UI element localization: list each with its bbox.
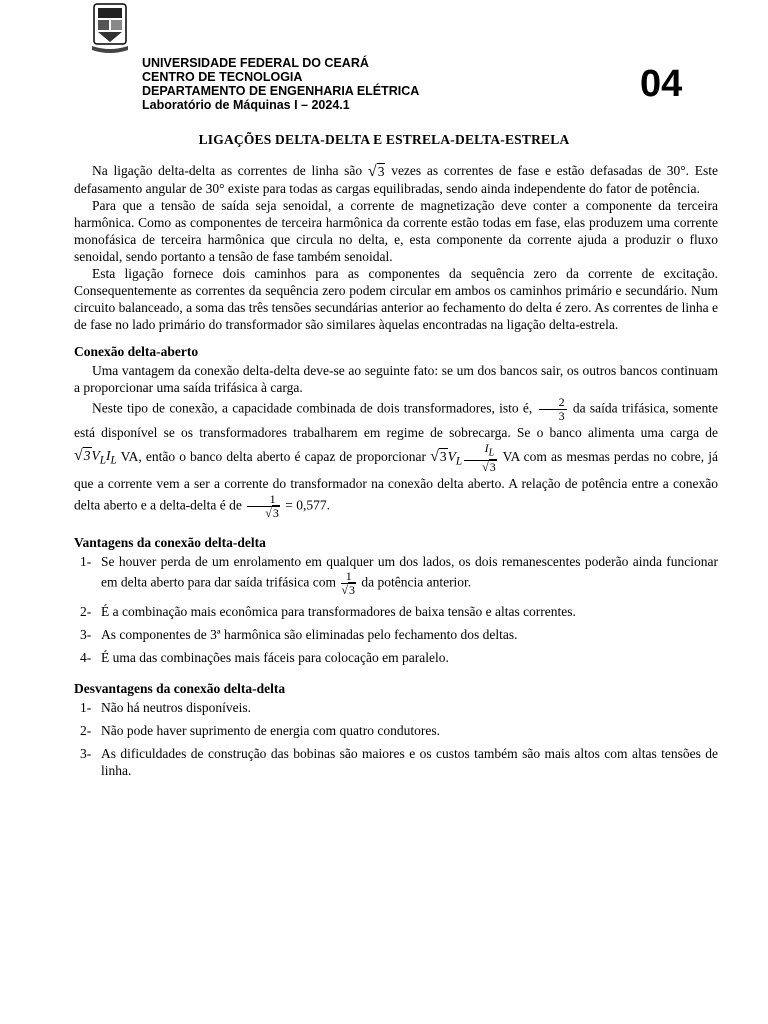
sqrt3-vl-il-math: $√3V_LI_L$ xyxy=(74,446,117,467)
open-delta-paragraph-1: Uma vantagem da conexão delta-delta deve-se ao seguinte fato: se um dos bancos sair, os outros bancos continuam a proporcionar uma saída trifásica à carga. xyxy=(74,363,718,396)
open-delta-text-d: VA com as mesmas perdas no cobre, já que a corrente vem a ser a corrente do transformador na conexão delta aberto. A relação de potência entre a conexão delta aberto e a delta-delta é de xyxy=(74,449,719,513)
paragraph-1-text-b: vezes as correntes de fase e estão defasadas de 30°. Este defasamento angular de 30° existe para todas as cargas equilibradas, sendo ainda independente do fator de potência. xyxy=(74,163,719,197)
sqrt3-vl-il-over-sqrt3-math: $√3V_L$ $\frac{I_L}{√3}$ xyxy=(430,441,496,474)
page-title: LIGAÇÕES DELTA-DELTA E ESTRELA-DELTA-ESTRELA xyxy=(198,132,570,147)
two-thirds-fraction: $\frac{2}{3}$ xyxy=(539,396,567,423)
paragraph-3: Esta ligação fornece dois caminhos para as componentes da sequência zero da corrente de excitação. Consequentemente as correntes da sequência zero podem circular em ambos os caminhos primário e secundário. Num circuito balanceado, a soma das três tensões secundárias anterior ao fechamento do delta é zero. As correntes de linha e de fase no lado primário do transformador são similares àquelas encontradas na ligação delta-estrela. xyxy=(74,266,718,333)
list-item: 4- É uma das combinações mais fáceis para colocação em paralelo. xyxy=(80,649,449,665)
one-over-sqrt3-fraction: $\frac{1}{√3}$ xyxy=(247,493,280,520)
advantages-heading: Vantagens da conexão delta-delta xyxy=(74,534,266,550)
sqrt3-math: √3 xyxy=(367,163,385,181)
list-item: 2- É a combinação mais econômica para transformadores de baixa tensão e altas correntes. xyxy=(80,603,576,619)
list-item: 3- As componentes de 3ª harmônica são eliminadas pelo fechamento dos deltas. xyxy=(80,626,518,642)
main-content xyxy=(74,162,718,785)
open-delta-heading: Conexão delta-aberto xyxy=(74,344,199,360)
disadvantages-heading: Desvantagens da conexão delta-delta xyxy=(74,680,286,696)
university-name: UNIVERSIDADE FEDERAL DO CEARÁ xyxy=(142,56,369,70)
paragraph-1-text-a: Na ligação delta-delta as correntes de linha são xyxy=(92,163,363,178)
list-item: 1- Não há neutros disponíveis. xyxy=(80,699,251,715)
university-seal-logo xyxy=(90,2,130,54)
paragraph-1 xyxy=(74,162,718,197)
paragraph-2: Para que a tensão de saída seja senoidal, a corrente de magnetização deve conter a componente da terceira harmônica. Como as componentes de terceira harmônica da corrente estão todas em fase, elas produzem uma corrente monofásica de terceira harmônica que circula no delta, e, esta componente da corrente ajuda a produzir o fluxo senoidal, sendo portanto a tensão de fase também senoidal. xyxy=(74,198,718,265)
list-item: 1- Se houver perda de um enrolamento em qualquer um dos lados, os dois remanescentes poderão ainda funcionar em delta aberto para dar saída trifásica com $\frac{1}{√3}$ da potência anterior. xyxy=(80,553,718,597)
open-delta-text-a: Neste tipo de conexão, a capacidade combinada de dois transformadores, isto é, xyxy=(92,401,533,416)
open-delta-text-c: VA, então o banco delta aberto é capaz de proporcionar xyxy=(120,449,426,465)
lab-name: Laboratório de Máquinas I – 2024.1 xyxy=(142,98,350,112)
list-item: 3- As dificuldades de construção das bobinas são maiores e os custos também são mais altos com altas tensões de linha. xyxy=(80,745,718,778)
list-item: 2- Não pode haver suprimento de energia com quatro condutores. xyxy=(80,722,441,738)
open-delta-text-e: = 0,577. xyxy=(285,497,330,513)
open-delta-paragraph-2 xyxy=(74,396,718,519)
document-number: 04 xyxy=(640,63,683,105)
document-header xyxy=(142,56,419,112)
open-delta-text-b: da saída trifásica, somente está disponível se os transformadores trabalharem em regime de sobrecarga. Se o banco alimenta uma carga de xyxy=(74,401,718,441)
center-name: CENTRO DE TECNOLOGIA xyxy=(142,70,303,84)
one-over-sqrt3-fraction: $\frac{1}{√3}$ xyxy=(341,568,355,597)
department-name: DEPARTAMENTO DE ENGENHARIA ELÉTRICA xyxy=(142,84,420,98)
